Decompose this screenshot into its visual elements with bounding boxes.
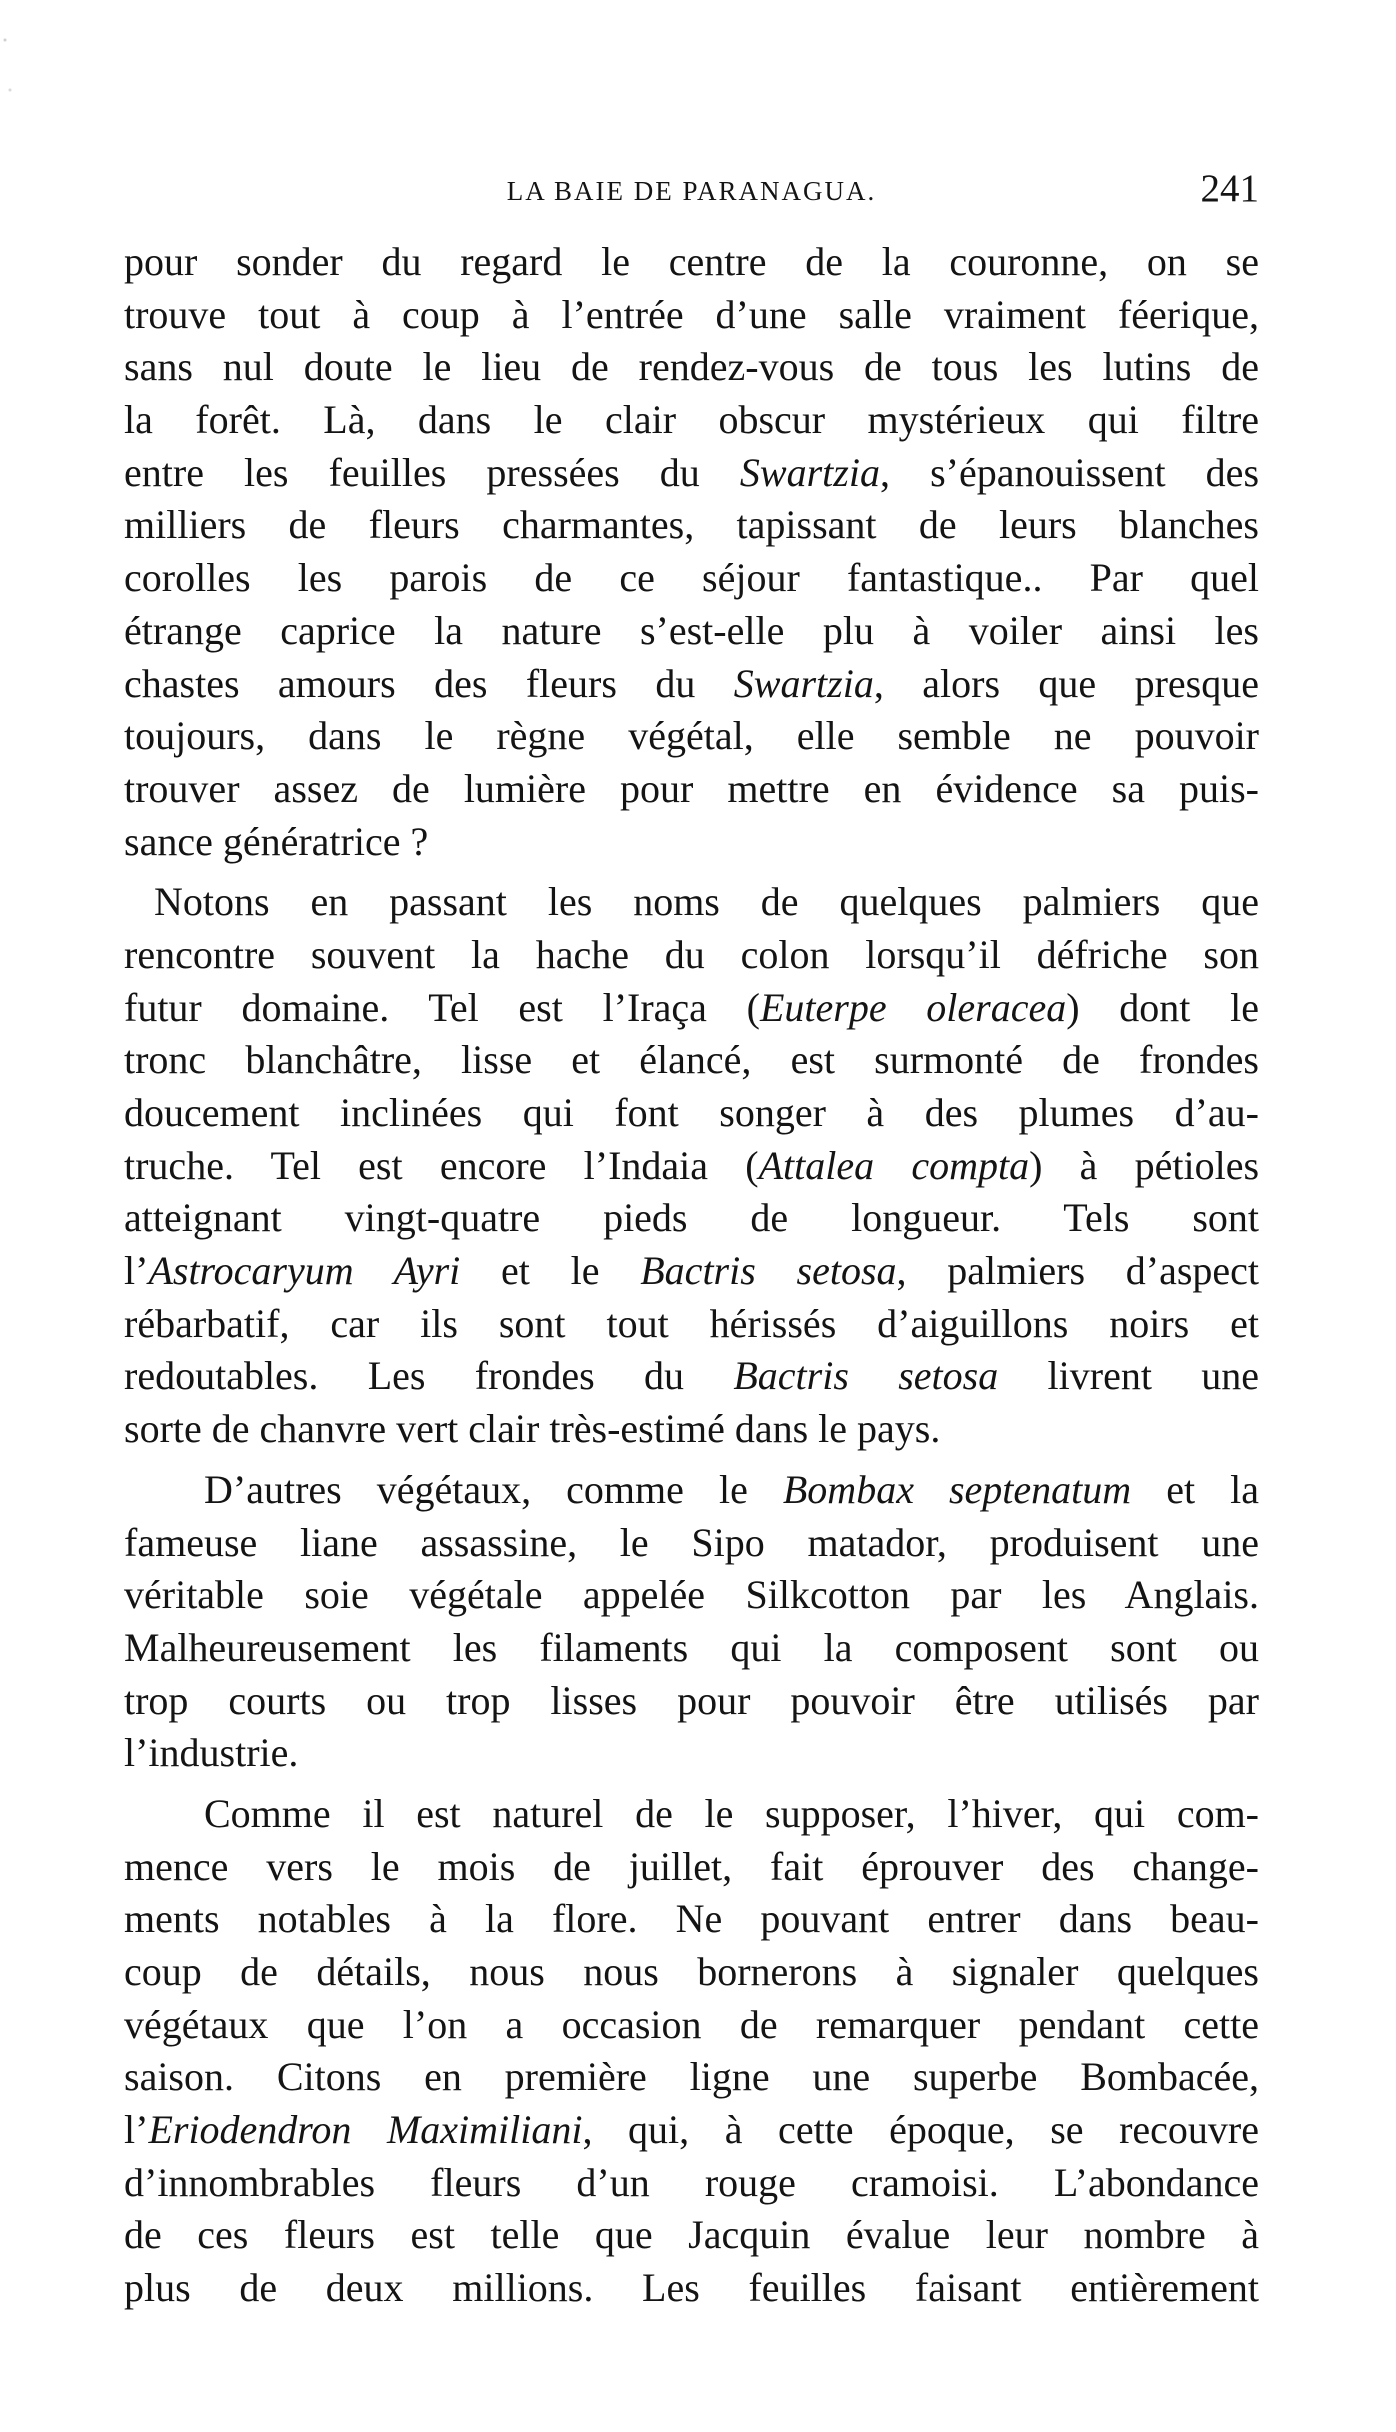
text-line: de ces fleurs est telle que Jacquin évalue leur nombre à xyxy=(124,2212,1259,2258)
running-header xyxy=(124,162,1259,212)
text-line: D’autres végétaux, comme le Bombax septenatum et la xyxy=(204,1466,1260,1512)
text-line: futur domaine. Tel est l’Iraça (Euterpe oleracea) dont le xyxy=(124,984,1259,1030)
text-line: entre les feuilles pressées du Swartzia, s’épanouissent des xyxy=(124,449,1260,495)
text-line: chastes amours des fleurs du Swartzia, alors que presque xyxy=(124,660,1260,706)
paragraph xyxy=(124,1788,1259,2315)
text-line: Notons en passant les noms de quelques palmiers que xyxy=(154,879,1259,925)
running-title: LA BAIE DE PARANAGUA. xyxy=(506,176,877,206)
text-line: toujours, dans le règne végétal, elle semble ne pouvoir xyxy=(124,713,1259,759)
text-line: redoutables. Les frondes du Bactris setosa livrent une xyxy=(124,1353,1259,1399)
text-line: l’Eriodendron Maximiliani, qui, à cette époque, se recouvre xyxy=(124,2107,1259,2153)
text-line: corolles les parois de ce séjour fantastique.. Par quel xyxy=(124,555,1259,601)
text-line: d’innombrables fleurs d’un rouge cramoisi. L’abondance xyxy=(124,2159,1259,2205)
paragraph xyxy=(124,236,1259,868)
text-line: fameuse liane assassine, le Sipo matador, produisent une xyxy=(124,1519,1259,1565)
text-line: Malheureusement les filaments qui la composent sont ou xyxy=(124,1624,1259,1670)
paragraph xyxy=(124,876,1259,1456)
text-line: doucement inclinées qui font songer à des plumes d’au- xyxy=(124,1090,1259,1135)
text-line: rébarbatif, car ils sont tout hérissés d’aiguillons noirs et xyxy=(124,1300,1259,1346)
text-line: végétaux que l’on a occasion de remarquer pendant cette xyxy=(124,2001,1259,2047)
text-line: trouve tout à coup à l’entrée d’une salle vraiment féerique, xyxy=(124,291,1259,337)
text-line: étrange caprice la nature s’est-elle plu à voiler ainsi les xyxy=(124,607,1259,653)
text-line: Comme il est naturel de le supposer, l’hiver, qui com- xyxy=(204,1790,1259,1836)
text-line: la forêt. Là, dans le clair obscur mystérieux qui filtre xyxy=(124,397,1259,443)
text-line: pour sonder du regard le centre de la couronne, on se xyxy=(124,239,1259,284)
text-line: truche. Tel est encore l’Indaia (Attalea compta) à pétioles xyxy=(124,1142,1260,1188)
text-line: l’Astrocaryum Ayri et le Bactris setosa, palmiers d’aspect xyxy=(124,1248,1260,1294)
paragraph-gap xyxy=(124,1456,1259,1464)
paragraph-gap xyxy=(124,868,1259,876)
text-line: mence vers le mois de juillet, fait éprouver des change- xyxy=(124,1843,1259,1889)
text-line: tronc blanchâtre, lisse et élancé, est surmonté de frondes xyxy=(124,1037,1259,1083)
scan-speckle xyxy=(0,0,40,200)
text-line: trouver assez de lumière pour mettre en évidence sa puis- xyxy=(124,765,1259,811)
text-line: sorte de chanvre vert clair très-estimé dans le pays. xyxy=(124,1406,941,1452)
text-line: véritable soie végétale appelée Silkcotton par les Anglais. xyxy=(124,1572,1259,1618)
text-line: rencontre souvent la hache du colon lorsqu’il défriche son xyxy=(124,931,1259,977)
text-line: milliers de fleurs charmantes, tapissant de leurs blanches xyxy=(124,502,1259,548)
body-text xyxy=(124,236,1259,2315)
text-line: sance génératrice ? xyxy=(124,818,429,864)
text-line: coup de détails, nous nous bornerons à signaler quelques xyxy=(124,1949,1259,1994)
paragraph xyxy=(124,1464,1259,1780)
page-number: 241 xyxy=(1200,167,1259,210)
paragraph-gap xyxy=(124,1780,1259,1788)
text-line: ments notables à la flore. Ne pouvant entrer dans beau- xyxy=(124,1896,1259,1942)
text-line: trop courts ou trop lisses pour pouvoir être utilisés par xyxy=(124,1677,1259,1723)
text-line: l’industrie. xyxy=(124,1730,299,1776)
text-line: sans nul doute le lieu de rendez-vous de tous les lutins de xyxy=(124,344,1259,390)
text-line: plus de deux millions. Les feuilles faisant entièrement xyxy=(124,2265,1259,2311)
text-line: atteignant vingt-quatre pieds de longueur. Tels sont xyxy=(124,1195,1259,1241)
text-line: saison. Citons en première ligne une superbe Bombacée, xyxy=(124,2054,1259,2100)
